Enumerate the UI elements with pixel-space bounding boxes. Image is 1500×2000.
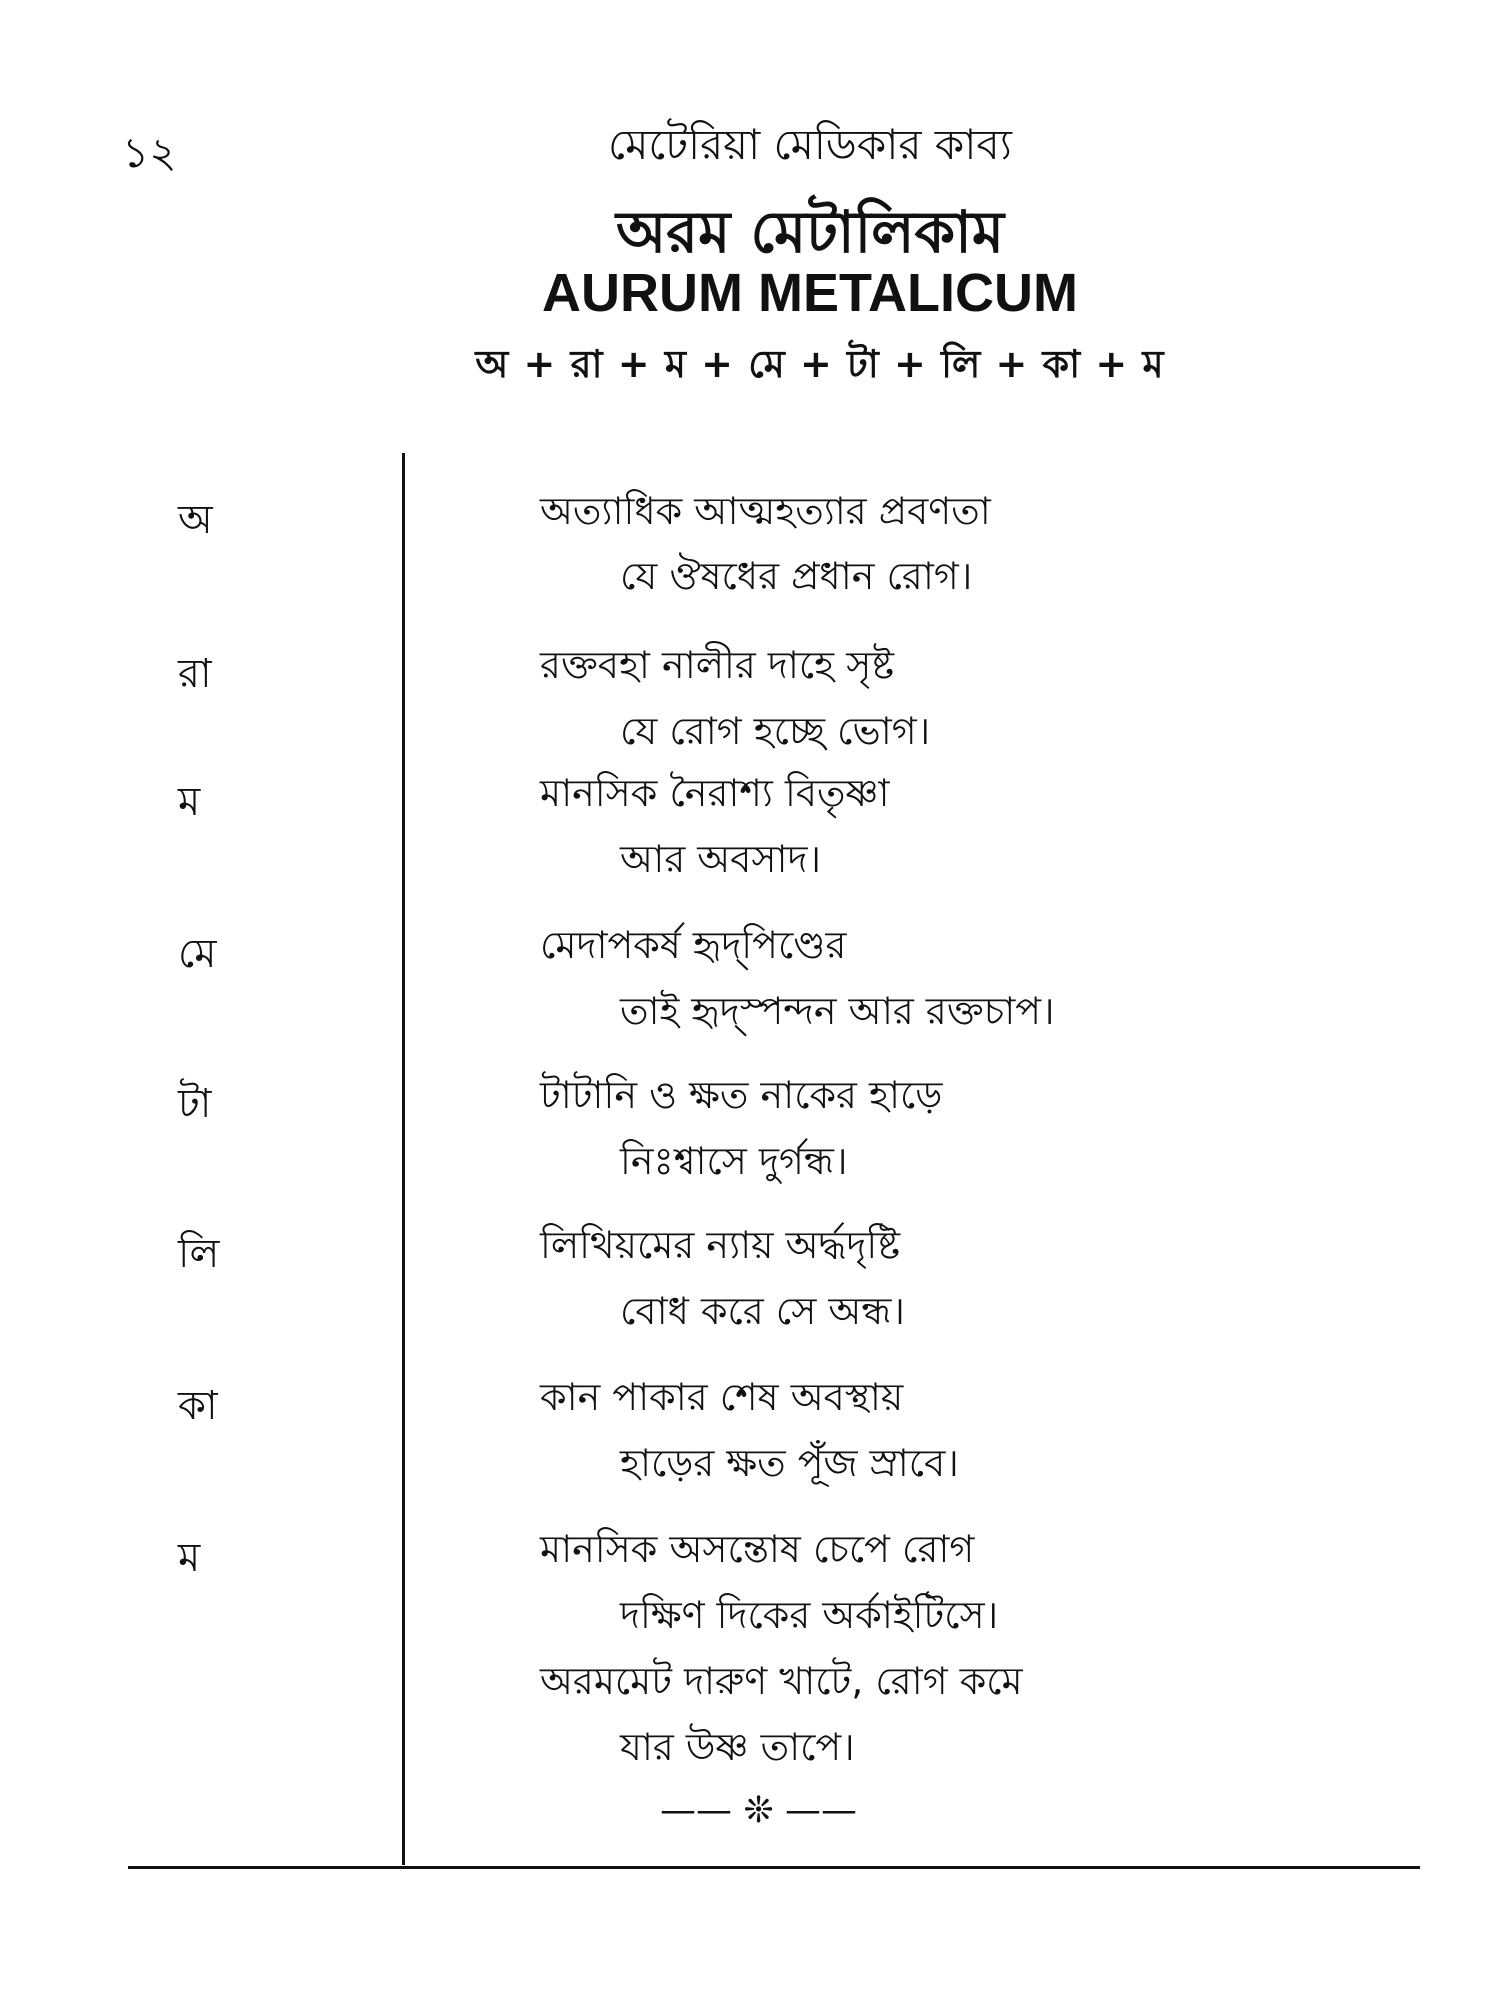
title-bengali: অরম মেটালিকাম bbox=[615, 198, 1005, 266]
verse-line: লিথিয়মের ন্যায় অর্দ্ধদৃষ্টি bbox=[540, 1223, 900, 1267]
verse-line: কান পাকার শেষ অবস্থায় bbox=[540, 1375, 904, 1419]
verse-letter: মে bbox=[178, 931, 217, 977]
verse-letter: কা bbox=[178, 1383, 218, 1429]
verse-line: টাটানি ও ক্ষত নাকের হাড়ে bbox=[540, 1073, 943, 1117]
verse-letter: লি bbox=[178, 1231, 220, 1277]
syllable-formula: অ + রা + ম + মে + টা + লি + কা + ম bbox=[475, 342, 1165, 386]
verse-letter: ম bbox=[178, 1535, 201, 1581]
verse-line: হাড়ের ক্ষত পূঁজ স্রাবে। bbox=[620, 1441, 959, 1485]
verse-line: আর অবসাদ। bbox=[620, 837, 822, 881]
page-number: ১২ bbox=[122, 128, 177, 177]
title-english: AURUM METALICUM bbox=[542, 263, 1078, 323]
verse-line: নিঃশ্বাসে দুর্গন্ধ। bbox=[620, 1139, 848, 1183]
bottom-rule bbox=[128, 1866, 1420, 1869]
verse-line: মানসিক অসন্তোষ চেপে রোগ bbox=[540, 1527, 975, 1571]
verse-letter: রা bbox=[178, 651, 212, 697]
verse-line: রক্তবহা নালীর দাহে সৃষ্ট bbox=[540, 643, 895, 687]
verse-letter: টা bbox=[178, 1081, 212, 1127]
column-divider bbox=[402, 453, 405, 1865]
verse-line: যার উষ্ণ তাপে। bbox=[620, 1725, 855, 1769]
verse-line: তাই হৃদ্‌স্পন্দন আর রক্তচাপ। bbox=[620, 989, 1055, 1033]
verse-line: অরমমেট দারুণ খাটে, রোগ কমে bbox=[540, 1659, 1023, 1703]
verse-letter: অ bbox=[178, 497, 213, 543]
verse-line: দক্ষিণ দিকের অর্কাইটিসে। bbox=[620, 1593, 999, 1637]
verse-line: মানসিক নৈরাশ্য বিতৃষ্ণা bbox=[540, 771, 890, 815]
verse-letter: ম bbox=[178, 779, 201, 825]
running-head: মেটেরিয়া মেডিকার কাব্য bbox=[608, 120, 1012, 169]
end-ornament: —— ❊ —— bbox=[660, 1790, 858, 1831]
verse-line: অত্যাধিক আত্মহত্যার প্রবণতা bbox=[540, 489, 991, 533]
verse-line: মেদাপকর্ষ হৃদ্‌পিণ্ডের bbox=[540, 923, 847, 967]
verse-line: যে রোগ হচ্ছে ভোগ। bbox=[620, 709, 931, 753]
verse-line: বোধ করে সে অন্ধ। bbox=[620, 1289, 905, 1333]
verse-line: যে ঔষধের প্রধান রোগ। bbox=[620, 554, 973, 598]
